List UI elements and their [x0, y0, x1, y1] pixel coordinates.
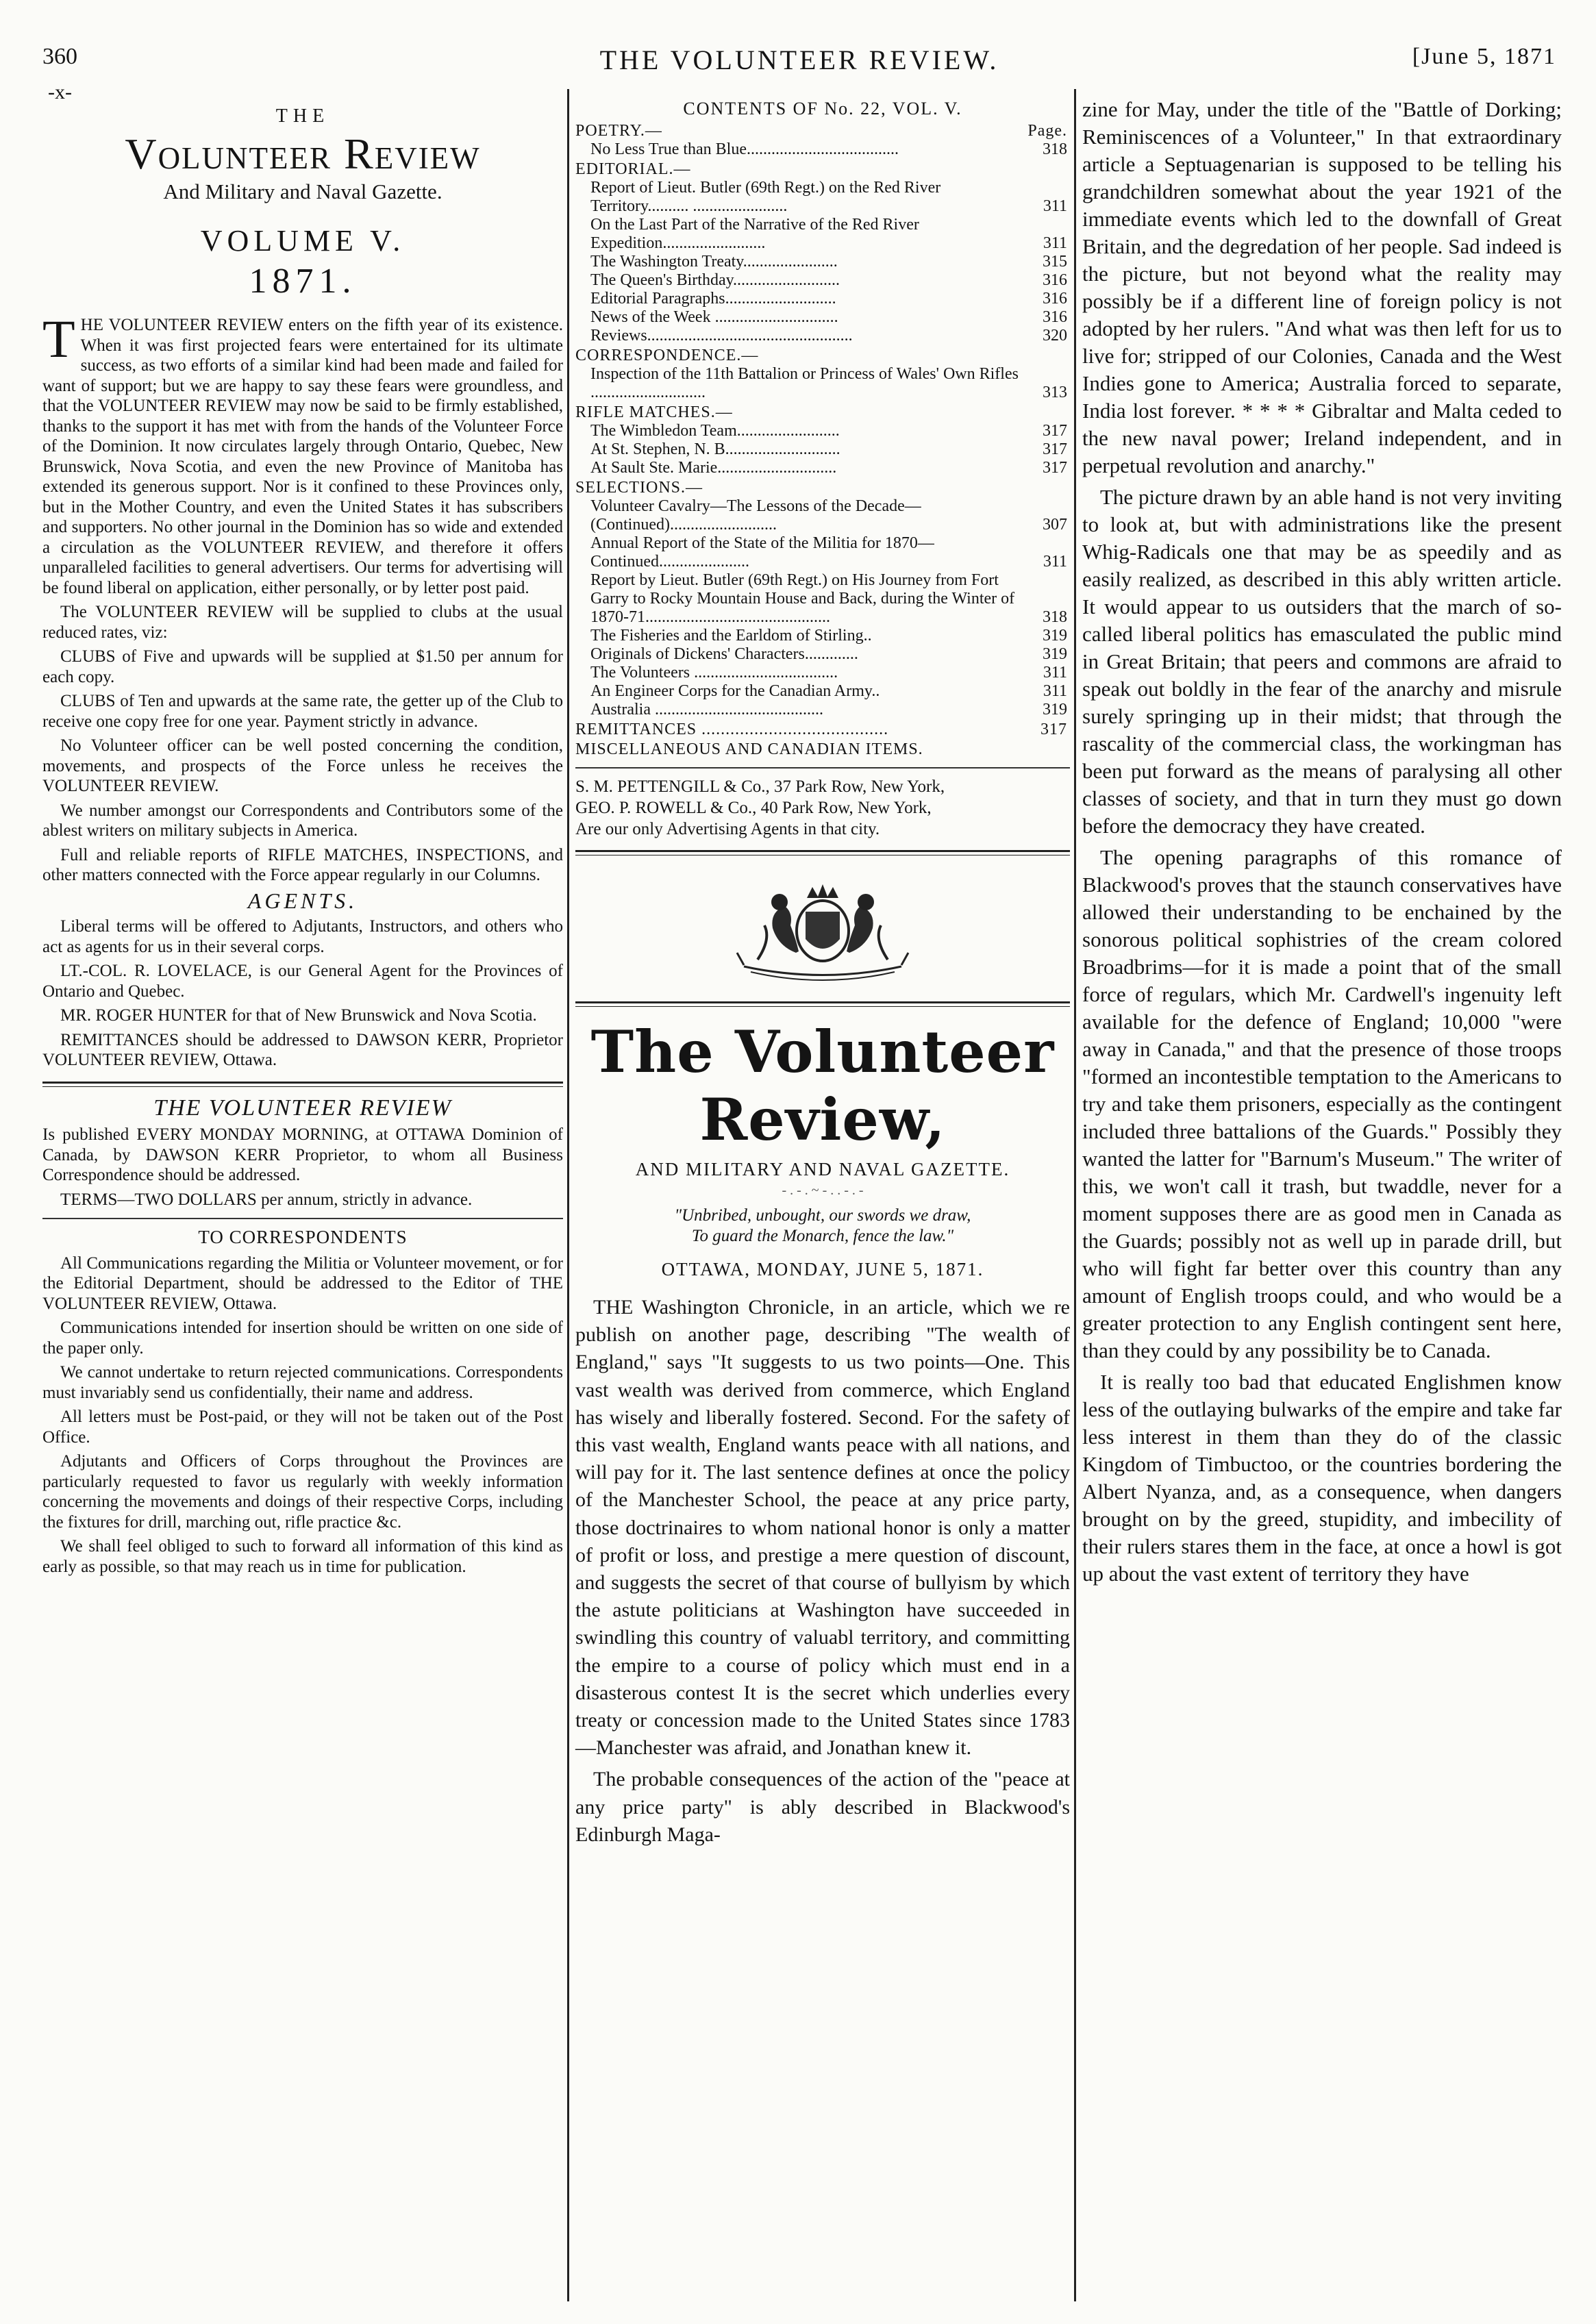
- toc-entry: News of the Week .............................. 316: [590, 308, 1067, 326]
- toc-entry: Inspection of the 11th Battalion or Princess of Wales' Own Rifles ............................ 313: [590, 365, 1067, 401]
- paragraph: We cannot undertake to return rejected communications. Correspondents must invariably send us confidentially, their name and address.: [42, 1363, 563, 1402]
- advertising-agent: GEO. P. ROWELL & Co., 40 Park Row, New York,: [575, 799, 932, 817]
- paragraph: CLUBS of Ten and upwards at the same rate, the getter up of the Club to receive one copy free for one year. Payment strictly in advance.: [42, 692, 563, 731]
- toc-category: MISCELLANEOUS AND CANADIAN ITEMS.: [575, 740, 923, 758]
- paragraph: We shall feel obliged to such to forward all information of this kind as early as possible, so that may reach us in time for publication.: [42, 1537, 563, 1576]
- toc-category: POETRY.— Page.: [575, 122, 1067, 140]
- toc-entry: At St. Stephen, N. B............................ 317: [590, 440, 1067, 458]
- toc-entry: An Engineer Corps for the Canadian Army.. 311: [590, 682, 1067, 700]
- agents-heading: AGENTS.: [247, 888, 358, 913]
- publication-heading: THE VOLUNTEER REVIEW: [153, 1095, 452, 1121]
- paragraph: The VOLUNTEER REVIEW will be supplied to clubs at the usual reduced rates, viz:: [42, 603, 563, 642]
- masthead-title: Volunteer Review: [125, 129, 481, 178]
- year-heading: 1871.: [249, 262, 357, 301]
- column-rule: [1074, 89, 1076, 2301]
- toc-entry: At Sault Ste. Marie............................. 317: [590, 459, 1067, 477]
- column-middle: [575, 96, 1070, 1853]
- toc-entry: Report of Lieut. Butler (69th Regt.) on the Red River Territory.......... ....................... 311: [590, 179, 1067, 215]
- toc-entry: Volunteer Cavalry—The Lessons of the Decade—(Continued).......................... 307: [590, 497, 1067, 534]
- toc-entry: On the Last Part of the Narrative of the Red River Expedition......................... 311: [590, 216, 1067, 252]
- article-paragraph: The opening paragraphs of this romance of Blackwood's proves that the staunch conservatives have allowed their understanding to be enchained by the sonorous political sophistries of the cream colored Broadbrims—for it is made a point that of the small force of regulars, which Mr. Cardwell's ingenuity left available for the defence of England; 10,000 "were away in Canada," and that the presence of those troops "formed an incontestible temptation to the Americans to try and take them prisoners, especially as the contingent included three battalions of the Guards." Possibly they wanted the latter for "Barnum's Museum." The writer of this, we won't call it trash, but twaddle, never for a moment supposes there are as good men in Canada as the Guards; possibly not as well up in parade drill, but who will fight far better over this country than any amount of English troops could, and who would be a greater protection to any English contingent sent here, than they could by any possibility be to Canada.: [1082, 845, 1562, 1362]
- article-paragraph: It is really too bad that educated Englishmen know less of the outlaying bulwarks of the empire and take far less interest in them than they do of the classic Kingdom of Timbuctoo, or the countries bordering the Albert Nyanza, and, as a consequence, when dangers brought on by the greed, stupidity, and imbecility of their rulers stares them in the face, at once a howl is got up about the vast extent of territory they have: [1082, 1370, 1562, 1586]
- paragraph: No Volunteer officer can be well posted concerning the condition, movements, and prospects of the Force unless he receives the VOLUNTEER REVIEW.: [42, 736, 563, 795]
- toc-entry: Report by Lieut. Butler (69th Regt.) on His Journey from Fort Garry to Rocky Mountain House and Back, during the Winter of 1870-71............................................. 318: [590, 571, 1067, 626]
- paragraph: MR. ROGER HUNTER for that of New Brunswick and Nova Scotia.: [60, 1006, 537, 1025]
- paragraph: Liberal terms will be offered to Adjutants, Instructors, and others who act as agents for us in their several corps.: [42, 917, 563, 956]
- toc-entry: The Volunteers ................................... 311: [590, 664, 1067, 682]
- toc-category: REMITTANCES ....................................... 317: [575, 721, 1067, 738]
- paragraph: We number amongst our Correspondents and Contributors some of the ablest writers on military subjects in America.: [42, 801, 563, 840]
- masthead: [42, 105, 563, 204]
- toc-entry: The Washington Treaty....................... 315: [590, 253, 1067, 271]
- contents-heading: CONTENTS OF No. 22, VOL. V.: [683, 99, 962, 118]
- nameplate-subtitle: AND MILITARY AND NAVAL GAZETTE.: [635, 1159, 1010, 1179]
- column-rule: [567, 89, 569, 2301]
- paragraph: LT.-COL. R. LOVELACE, is our General Agent for the Provinces of Ontario and Quebec.: [42, 962, 563, 1001]
- toc-entry: Originals of Dickens' Characters............. 319: [590, 645, 1067, 663]
- page-header: [42, 44, 1556, 78]
- drop-cap: T: [42, 309, 75, 368]
- correspondents-heading: TO CORRESPONDENTS: [198, 1227, 408, 1247]
- toc-category: SELECTIONS.—: [575, 479, 703, 497]
- nameplate-title: The Volunteer Review,: [590, 1018, 1055, 1153]
- advertising-agent: S. M. PETTENGILL & Co., 37 Park Row, New York,: [575, 777, 945, 796]
- toc-category: RIFLE MATCHES.—: [575, 403, 733, 421]
- paragraph: CLUBS of Five and upwards will be supplied at $1.50 per annum for each copy.: [42, 647, 563, 686]
- paragraph: All Communications regarding the Militia or Volunteer movement, or for the Editorial Department, should be addressed to the Editor of THE VOLUNTEER REVIEW, Ottawa.: [42, 1253, 563, 1313]
- advertising-agent: Are our only Advertising Agents in that city.: [575, 820, 880, 838]
- paragraph: Is published EVERY MONDAY MORNING, at OTTAWA Dominion of Canada, by DAWSON KERR Proprietor, to whom all Business Correspondence should be addressed.: [42, 1125, 563, 1184]
- volume-heading: VOLUME V.: [200, 224, 406, 258]
- double-rule: [575, 850, 1070, 855]
- paragraph: REMITTANCES should be addressed to DAWSON KERR, Proprietor VOLUNTEER REVIEW, Ottawa.: [42, 1030, 563, 1069]
- paragraph: Communications intended for insertion should be written on one side of the paper only.: [42, 1319, 563, 1358]
- toc-entry: The Queen's Birthday.......................... 316: [590, 271, 1067, 289]
- article-paragraph: The probable consequences of the action of the "peace at any price party" is ably described in Blackwood's Edinburgh Maga-: [575, 1768, 1070, 1846]
- paragraph: Full and reliable reports of RIFLE MATCHES, INSPECTIONS, and other matters connected with the Force appear regularly in our Columns.: [42, 845, 563, 884]
- paragraph: Adjutants and Officers of Corps throughout the Provinces are particularly requested to favor us regularly with weekly information concerning the movements and doings of their respective Corps, including the fixtures for drill, marching out, rifle practice &c.: [42, 1452, 563, 1532]
- divider: [575, 767, 1070, 769]
- masthead-the: THE: [275, 105, 330, 127]
- page-number: 360: [42, 44, 77, 69]
- margin-mark: -x-: [48, 81, 72, 103]
- toc-category: EDITORIAL.—: [575, 160, 691, 178]
- dateline: OTTAWA, MONDAY, JUNE 5, 1871.: [661, 1259, 984, 1279]
- toc-entry: The Wimbledon Team......................... 317: [590, 422, 1067, 440]
- intro-paragraph: HE VOLUNTEER REVIEW enters on the fifth year of its existence. When it was first projected fears were entertained for its ultimate success, as two efforts of a similar kind had been made and failed for want of support; but we are happy to say these fears were groundless, and that the VOLUNTEER REVIEW may now be said to be firmly established, thanks to the support it has met with from the hands of the Volunteer Force of the Dominion. It now circulates largely through Ontario, Quebec, New Brunswick, Nova Scotia, and even the new Province of Manitoba has extended its generous support. Nor is it confined to these Provinces only, but in the Mother Country, and even the United States it has subscribers and supporters. No other journal in the Dominion has so wide and extended a circulation as the VOLUNTEER REVIEW, and therefore it offers unparalleled facilities to general advertisers. Our terms for advertising will be found liberal on application, either personally, or by letter post paid.: [42, 316, 563, 597]
- issue-date: [June 5, 1871: [1412, 44, 1556, 69]
- royal-arms-emblem: [730, 871, 915, 990]
- toc-entry: Editorial Paragraphs........................... 316: [590, 290, 1067, 308]
- ornament-dots: - . - . ~ - . . - . -: [782, 1183, 864, 1198]
- toc-entry: No Less True than Blue..................................... 318: [590, 140, 1067, 158]
- article-paragraph: The picture drawn by an able hand is not very inviting to look at, but with administrations like the present Whig-Radicals one that may be as speedily and as easily realized, as described in this ably written article. It would appear to us outsiders that the march of so-called liberal politics has emasculated the public mind in Great Britain; that peers and commons are afraid to speak out boldly in the fear of the anarchy and misrule surely springing up in their midst; that through the rascality of the commercial class, the workingman has been put forward as the means of paralysing all other classes of society, and that in turn they must go down before the democracy they have created.: [1082, 485, 1562, 838]
- double-rule: [42, 1082, 563, 1087]
- toc-entry: The Fisheries and the Earldom of Stirling.. 319: [590, 627, 1067, 645]
- article-paragraph: THE Washington Chronicle, in an article, which we re publish on another page, describing "The wealth of England," says "It suggests to us two points—One. This vast wealth was derived from commerce, which England has wisely and liberally fostered. Second. For the safety of this vast wealth, England wants peace with all nations, and will pay for it. The last sentence defines at once the policy of the Manchester School, the peace at any price party, those doctrinaires to whom national honor is only a matter of profit or loss, and prestige a mere question of discount, and suggests the secret of that course of bullyism by which the astute politicians at Washington have succeeded in swindling this country of valuabl territory, and committing the empire to a course of policy which must end in a disasterous contest It is the secret which underlies every treaty or concession made to the United States since 1783—Manchester was afraid, and Jonathan knew it.: [575, 1296, 1070, 1760]
- article-paragraph: zine for May, under the title of the "Battle of Dorking; Reminiscences of a Volunteer," In that extraordinary article a Septuagenarian is supposed to be telling his grandchildren somewhat about the year 1921 of the immediate events which led to the downfall of Great Britain, and the degredation of her people. Sad indeed is the picture, but not beyond what the reality may possibly be if a different line of foreign policy is not adopted by her rulers. "And what was then left for us to live for; stripped of our Colonies, Canada and the West Indies gone to America; Australia forced to separate, India lost forever. * * * * Gibraltar and Malta ceded to the new naval power; Ireland independent, and in perpetual revolution and anarchy.": [1082, 97, 1562, 477]
- column-left: [42, 96, 563, 1581]
- toc-entry: Reviews.................................................. 320: [590, 327, 1067, 345]
- motto: "Unbribed, unbought, our swords we draw, To guard the Monarch, fence the law.": [674, 1206, 971, 1245]
- table-of-contents: [575, 122, 1070, 719]
- column-right: [1082, 96, 1562, 1592]
- paragraph: TERMS—TWO DOLLARS per annum, strictly in advance.: [60, 1190, 473, 1209]
- double-rule: [575, 1001, 1070, 1007]
- divider: [42, 1218, 563, 1219]
- toc-entry: Annual Report of the State of the Militia for 1870—Continued...................... 311: [590, 534, 1067, 571]
- toc-entry: Australia ......................................... 319: [590, 701, 1067, 719]
- running-title: THE VOLUNTEER REVIEW.: [599, 45, 999, 75]
- toc-category: CORRESPONDENCE.—: [575, 347, 759, 364]
- paragraph: All letters must be Post-paid, or they will not be taken out of the Post Office.: [42, 1408, 563, 1447]
- masthead-subtitle: And Military and Naval Gazette.: [163, 179, 442, 203]
